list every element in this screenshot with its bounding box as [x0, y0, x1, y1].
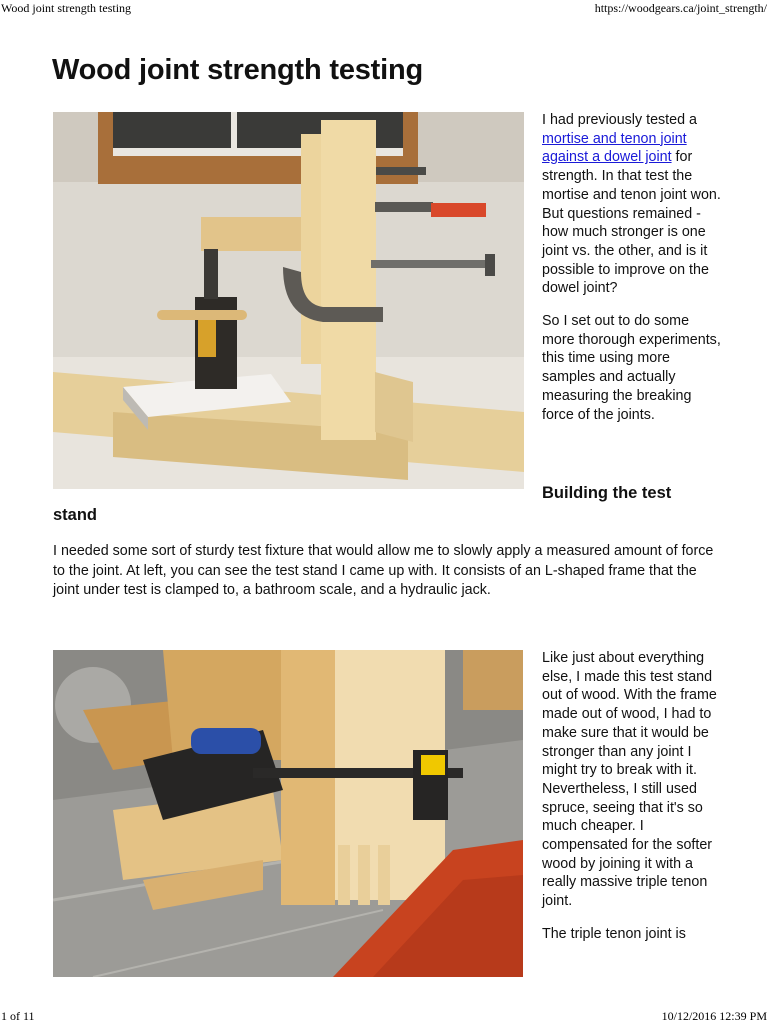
mortise-vs-dowel-link[interactable]: mortise and tenon joint against a dowel joint: [542, 130, 687, 166]
print-header-title: Wood joint strength testing: [1, 1, 132, 15]
print-header-url: https://woodgears.ca/joint_strength/: [594, 1, 767, 15]
section-heading-line1: Building the test: [542, 484, 672, 502]
triple-tenon-photo-image: [53, 650, 523, 977]
print-header: [0, 1, 768, 17]
intro-column: [542, 111, 722, 438]
test-stand-column: [542, 649, 722, 958]
intro-paragraph-2: So I set out to do some more thorough experiments, this time using more samples and actually measuring the breaking force of the joints.: [542, 313, 721, 423]
print-footer-datetime: 10/12/2016 12:39 PM: [661, 1009, 767, 1023]
page-title: Wood joint strength testing: [52, 54, 424, 86]
test-stand-column-paragraph-1: Like just about everything else, I made this test stand out of wood. With the frame made out of wood, I had to make sure that it would be stronger than any joint I might try to break with it. Nevertheless, I still used spruce, seeing that it's so much cheaper. I compensated for the softer wood by joining it with a really massive triple tenon joint.: [542, 650, 717, 910]
test-stand-column-paragraph-2: The triple tenon joint is: [542, 925, 686, 942]
intro-text-before-link: I had previously tested a: [542, 112, 697, 128]
section-heading-line2: stand: [53, 506, 98, 524]
test-stand-paragraph: I needed some sort of sturdy test fixture that would allow me to slowly apply a measured amount of force to the joint. At left, you can see the test stand I came up with. It consists of an L-shaped frame that the joint under test is clamped to, a bathroom scale, and a hydraulic jack.: [53, 543, 714, 598]
test-stand-photo-image: [53, 112, 524, 489]
test-stand-photo: [53, 112, 524, 489]
print-footer-page: 1 of 11: [1, 1009, 35, 1023]
print-footer: [0, 1009, 768, 1025]
triple-tenon-photo: [53, 650, 523, 977]
intro-paragraph-1: [542, 111, 722, 298]
intro-text-after-link: for strength. In that test the mortise and tenon joint won. But questions remained - how much stronger is one joint vs. the other, and is it possible to improve on the dowel joint?: [542, 149, 721, 297]
